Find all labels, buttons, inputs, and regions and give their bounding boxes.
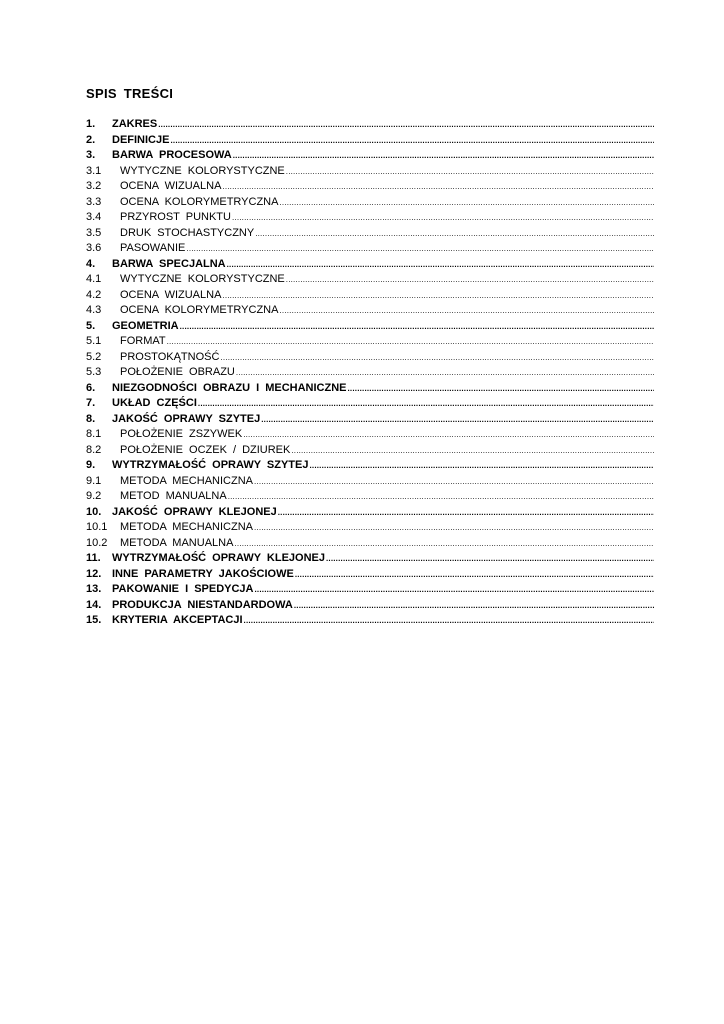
toc-dot-leader: [170, 133, 654, 149]
toc-dot-leader: [286, 164, 654, 180]
toc-entry-label: JAKOŚĆ OPRAWY SZYTEJ: [112, 412, 261, 425]
toc-entry-sub[interactable]: [86, 443, 654, 459]
toc-dot-leader: [186, 241, 654, 257]
toc-entry-number: 10.: [86, 505, 102, 518]
toc-dot-leader: [222, 288, 654, 304]
toc-entry-sub[interactable]: [86, 288, 654, 304]
toc-entry-number: 8.2: [86, 443, 102, 456]
toc-entry-label: OCENA KOLORYMETRYCZNA: [120, 195, 279, 208]
toc-entry-main[interactable]: [86, 582, 654, 598]
toc-entry-label: INNE PARAMETRY JAKOŚCIOWE: [112, 567, 294, 580]
toc-entry-sub[interactable]: [86, 303, 654, 319]
toc-entry-label: METODA MECHANICZNA: [120, 521, 253, 533]
toc-entry-number: 4.1: [86, 273, 102, 285]
toc-entry-label: PRODUKCJA NIESTANDARDOWA: [112, 598, 293, 611]
toc-entry-number: 9.2: [86, 490, 102, 502]
toc-entry-number: 7.: [86, 397, 96, 409]
toc-dot-leader: [232, 210, 654, 226]
toc-entry-main[interactable]: [86, 551, 654, 567]
toc-dot-leader: [309, 458, 654, 474]
toc-entry-number: 3.4: [86, 211, 102, 223]
toc-entry-label: NIEZGODNOŚCI OBRAZU I MECHANICZNE: [112, 381, 347, 394]
toc-dot-leader: [255, 582, 655, 598]
toc-entry-main[interactable]: [86, 613, 654, 629]
toc-entry-main[interactable]: [86, 598, 654, 614]
toc-entry-number: 4.: [86, 257, 96, 270]
toc-entry-label: BARWA SPECJALNA: [112, 257, 226, 270]
toc-dot-leader: [254, 520, 654, 536]
toc-entry-main[interactable]: [86, 148, 654, 164]
toc-entry-number: 5.1: [86, 335, 102, 347]
toc-entry-main[interactable]: [86, 396, 654, 412]
toc-entry-number: 9.1: [86, 474, 102, 487]
toc-dot-leader: [295, 567, 654, 583]
toc-dot-leader: [279, 303, 654, 319]
toc-dot-leader: [222, 179, 654, 195]
toc-dot-leader: [243, 427, 654, 443]
toc-entry-sub[interactable]: [86, 164, 654, 180]
toc-dot-leader: [279, 195, 654, 211]
toc-dot-leader: [261, 412, 654, 428]
toc-dot-leader: [167, 334, 654, 350]
toc-entry-number: 3.5: [86, 226, 102, 239]
toc-entry-number: 3.2: [86, 180, 102, 192]
toc-entry-number: 4.3: [86, 304, 102, 316]
toc-entry-main[interactable]: [86, 257, 654, 273]
toc-dot-leader: [220, 350, 654, 366]
toc-entry-sub[interactable]: [86, 272, 654, 288]
toc-entry-sub[interactable]: [86, 226, 654, 242]
toc-entry-label: KRYTERIA AKCEPTACJI: [112, 614, 243, 626]
toc-entry-sub[interactable]: [86, 489, 654, 505]
toc-entry-number: 1.: [86, 118, 96, 130]
toc-entry-sub[interactable]: [86, 195, 654, 211]
toc-entry-main[interactable]: [86, 381, 654, 397]
toc-entry-label: POŁOŻENIE ZSZYWEK: [120, 428, 243, 440]
toc-entry-main[interactable]: [86, 117, 654, 133]
toc-dot-leader: [234, 536, 654, 552]
toc-entry-sub[interactable]: [86, 365, 654, 381]
toc-entry-label: OCENA WIZUALNA: [120, 288, 222, 301]
toc-entry-sub[interactable]: [86, 241, 654, 257]
toc-entry-number: 2.: [86, 133, 96, 146]
toc-dot-leader: [278, 505, 654, 521]
toc-entry-number: 12.: [86, 567, 102, 580]
toc-entry-sub[interactable]: [86, 210, 654, 226]
toc-entry-number: 6.: [86, 381, 96, 394]
toc-entry-label: OCENA WIZUALNA: [120, 180, 222, 192]
toc-entry-sub[interactable]: [86, 536, 654, 552]
toc-entry-number: 10.2: [86, 536, 108, 549]
toc-entry-main[interactable]: [86, 412, 654, 428]
toc-dot-leader: [236, 365, 654, 381]
toc-entry-number: 8.: [86, 412, 96, 425]
toc-entry-label: WYTRZYMAŁOŚĆ OPRAWY SZYTEJ: [112, 459, 309, 471]
toc-entry-number: 3.1: [86, 164, 102, 177]
toc-entry-label: WYTRZYMAŁOŚĆ OPRAWY KLEJONEJ: [112, 552, 325, 564]
toc-entry-main[interactable]: [86, 319, 654, 335]
toc-entry-number: 10.1: [86, 521, 108, 533]
toc-dot-leader: [348, 381, 655, 397]
toc-entry-number: 3.3: [86, 195, 102, 208]
toc-entry-label: DEFINICJE: [112, 133, 170, 146]
toc-entry-label: PAKOWANIE I SPEDYCJA: [112, 583, 254, 595]
toc-entry-sub[interactable]: [86, 427, 654, 443]
toc-entry-label: METOD MANUALNA: [120, 490, 227, 502]
toc-entry-number: 15.: [86, 614, 102, 626]
toc-entry-main[interactable]: [86, 567, 654, 583]
toc-entry-label: DRUK STOCHASTYCZNY: [120, 226, 255, 239]
toc-entry-number: 5.: [86, 319, 96, 332]
toc-entry-sub[interactable]: [86, 520, 654, 536]
toc-entry-main[interactable]: [86, 133, 654, 149]
toc-dot-leader: [228, 489, 654, 505]
toc-entry-number: 5.2: [86, 350, 102, 363]
toc-entry-sub[interactable]: [86, 474, 654, 490]
toc-entry-main[interactable]: [86, 458, 654, 474]
table-of-contents: [86, 117, 654, 629]
toc-entry-number: 3.6: [86, 242, 102, 254]
toc-entry-label: WYTYCZNE KOLORYSTYCZNE: [120, 164, 285, 177]
toc-entry-label: METODA MECHANICZNA: [120, 474, 253, 487]
toc-dot-leader: [326, 551, 654, 567]
toc-entry-label: PASOWANIE: [120, 242, 186, 254]
toc-entry-number: 4.2: [86, 288, 102, 301]
toc-title: SPIS TREŚCI: [86, 86, 174, 101]
toc-entry-number: 8.1: [86, 428, 102, 440]
toc-entry-sub[interactable]: [86, 179, 654, 195]
toc-entry-number: 3.: [86, 149, 96, 161]
toc-entry-sub[interactable]: [86, 350, 654, 366]
toc-entry-number: 14.: [86, 598, 102, 611]
toc-entry-number: 5.3: [86, 366, 102, 378]
toc-entry-label: METODA MANUALNA: [120, 536, 234, 549]
toc-entry-label: JAKOŚĆ OPRAWY KLEJONEJ: [112, 505, 277, 518]
toc-dot-leader: [291, 443, 654, 459]
toc-entry-label: PRZYROST PUNKTU: [120, 211, 231, 223]
toc-entry-label: OCENA KOLORYMETRYCZNA: [120, 304, 279, 316]
toc-entry-label: GEOMETRIA: [112, 319, 179, 332]
toc-entry-label: BARWA PROCESOWA: [112, 149, 232, 161]
toc-entry-label: POŁOŻENIE OBRAZU: [120, 366, 235, 378]
toc-entry-number: 9.: [86, 459, 96, 471]
toc-dot-leader: [255, 226, 654, 242]
toc-entry-main[interactable]: [86, 505, 654, 521]
toc-entry-label: PROSTOKĄTNOŚĆ: [120, 350, 220, 363]
toc-dot-leader: [244, 613, 654, 629]
toc-entry-number: 11.: [86, 552, 101, 564]
toc-dot-leader: [158, 117, 654, 133]
toc-dot-leader: [180, 319, 654, 335]
toc-entry-label: POŁOŻENIE OCZEK / DZIUREK: [120, 443, 291, 456]
toc-entry-label: ZAKRES: [112, 118, 158, 130]
toc-dot-leader: [254, 474, 654, 490]
toc-dot-leader: [227, 257, 654, 273]
toc-entry-label: UKŁAD CZĘŚCI: [112, 397, 197, 409]
toc-entry-sub[interactable]: [86, 334, 654, 350]
toc-entry-label: WYTYCZNE KOLORYSTYCZNE: [120, 273, 285, 285]
toc-entry-number: 13.: [86, 583, 102, 595]
toc-dot-leader: [294, 598, 654, 614]
toc-entry-label: FORMAT: [120, 335, 166, 347]
toc-dot-leader: [286, 272, 654, 288]
toc-dot-leader: [233, 148, 654, 164]
toc-dot-leader: [198, 396, 654, 412]
